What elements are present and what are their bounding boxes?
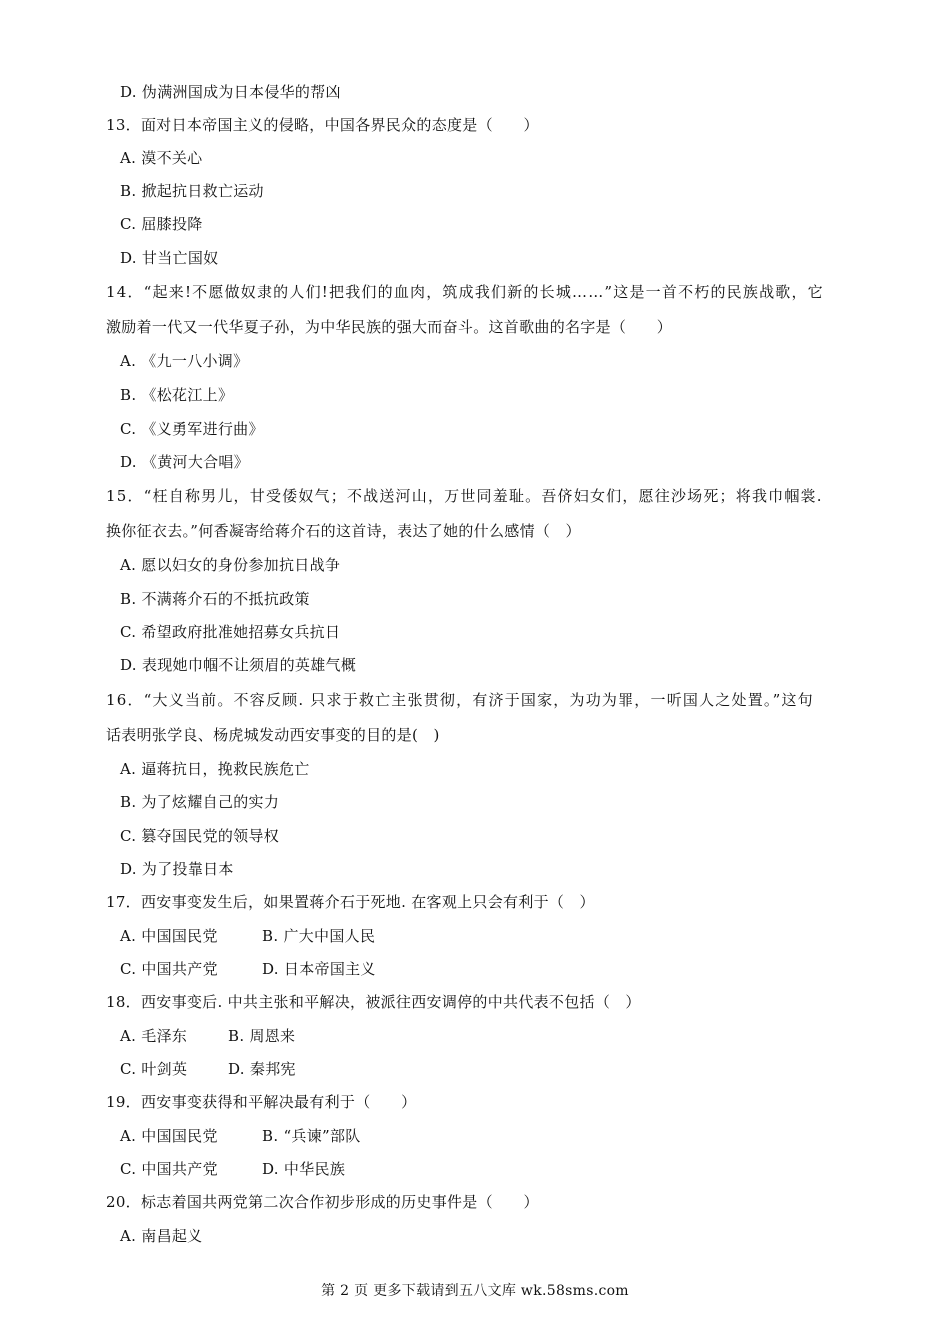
- q18-option-c: C. 叶剑英: [120, 1060, 188, 1078]
- q12-option-d: D. 伪满洲国成为日本侵华的帮凶: [120, 83, 341, 101]
- q14-option-d: D. 《黄河大合唱》: [120, 453, 250, 471]
- q14-option-c: C. 《义勇军进行曲》: [120, 420, 264, 438]
- question-13: 13．面对日本帝国主义的侵略，中国各界民众的态度是（ ）: [106, 116, 539, 134]
- question-14-line-2: 激励着一代又一代华夏子孙，为中华民族的强大而奋斗。这首歌曲的名字是（ ）: [106, 318, 673, 336]
- q15-option-b: B. 不满蒋介石的不抵抗政策: [120, 590, 310, 608]
- q13-option-a: A. 漠不关心: [120, 149, 203, 167]
- q18-options-row-2: [120, 1059, 296, 1079]
- q17-options-row-1: [120, 926, 375, 946]
- q16-option-b: B. 为了炫耀自己的实力: [120, 793, 280, 811]
- question-17: 17．西安事变发生后，如果置蒋介石于死地. 在客观上只会有利于（ ）: [106, 893, 595, 911]
- question-16-line-1: 16．“大义当前。不容反顾. 只求于救亡主张贯彻，有济于国家，为功为罪，一听国人之处置。”这句: [106, 691, 814, 709]
- q14-option-a: A. 《九一八小调》: [120, 352, 249, 370]
- q19-options-row-1: [120, 1126, 361, 1146]
- q19-option-c: C. 中国共产党: [120, 1160, 218, 1178]
- q18-options-row-1: [120, 1026, 295, 1046]
- page-footer: 第 2 页 更多下载请到五八文库 wk.58sms.com: [321, 1283, 629, 1299]
- q17-option-b: B. 广大中国人民: [262, 927, 376, 945]
- q13-option-b: B. 掀起抗日救亡运动: [120, 182, 264, 200]
- q17-option-d: D. 日本帝国主义: [262, 960, 376, 978]
- question-19: 19．西安事变获得和平解决最有利于（ ）: [106, 1093, 417, 1111]
- q20-option-a: A. 南昌起义: [120, 1227, 203, 1245]
- question-15-line-1: 15．“枉自称男儿，甘受倭奴气；不战送河山，万世同羞耻。吾侪妇女们，愿往沙场死；将我巾帼裳.: [106, 487, 823, 505]
- q16-option-d: D. 为了投靠日本: [120, 860, 234, 878]
- q19-options-row-2: [120, 1159, 345, 1179]
- q16-option-c: C. 篡夺国民党的领导权: [120, 827, 280, 845]
- q17-options-row-2: [120, 959, 376, 979]
- q19-option-a: A. 中国国民党: [120, 1127, 218, 1145]
- q14-option-b: B. 《松花江上》: [120, 386, 234, 404]
- q15-option-d: D. 表现她巾帼不让须眉的英雄气概: [120, 656, 357, 674]
- q13-option-d: D. 甘当亡国奴: [120, 249, 219, 267]
- q18-option-d: D. 秦邦宪: [228, 1060, 296, 1078]
- q18-option-a: A. 毛泽东: [120, 1027, 188, 1045]
- q19-option-b: B. “兵谏”部队: [262, 1127, 361, 1145]
- question-15-line-2: 换你征衣去。”何香凝寄给蒋介石的这首诗，表达了她的什么感情（ ）: [106, 522, 581, 540]
- question-20: 20．标志着国共两党第二次合作初步形成的历史事件是（ ）: [106, 1193, 539, 1211]
- question-16-line-2: 话表明张学良、杨虎城发动西安事变的目的是( ): [106, 726, 440, 744]
- q15-option-a: A. 愿以妇女的身份参加抗日战争: [120, 556, 341, 574]
- q18-option-b: B. 周恩来: [228, 1027, 296, 1045]
- q19-option-d: D. 中华民族: [262, 1160, 346, 1178]
- q16-option-a: A. 逼蒋抗日，挽救民族危亡: [120, 760, 310, 778]
- question-14-line-1: 14．“起来!不愿做奴隶的人们!把我们的血肉，筑成我们新的长城……”这是一首不朽的民族战歌，它: [106, 283, 824, 301]
- q15-option-c: C. 希望政府批准她招募女兵抗日: [120, 623, 341, 641]
- question-18: 18．西安事变后. 中共主张和平解决，被派往西安调停的中共代表不包括（ ）: [106, 993, 641, 1011]
- q17-option-a: A. 中国国民党: [120, 927, 218, 945]
- q17-option-c: C. 中国共产党: [120, 960, 218, 978]
- q13-option-c: C. 屈膝投降: [120, 215, 203, 233]
